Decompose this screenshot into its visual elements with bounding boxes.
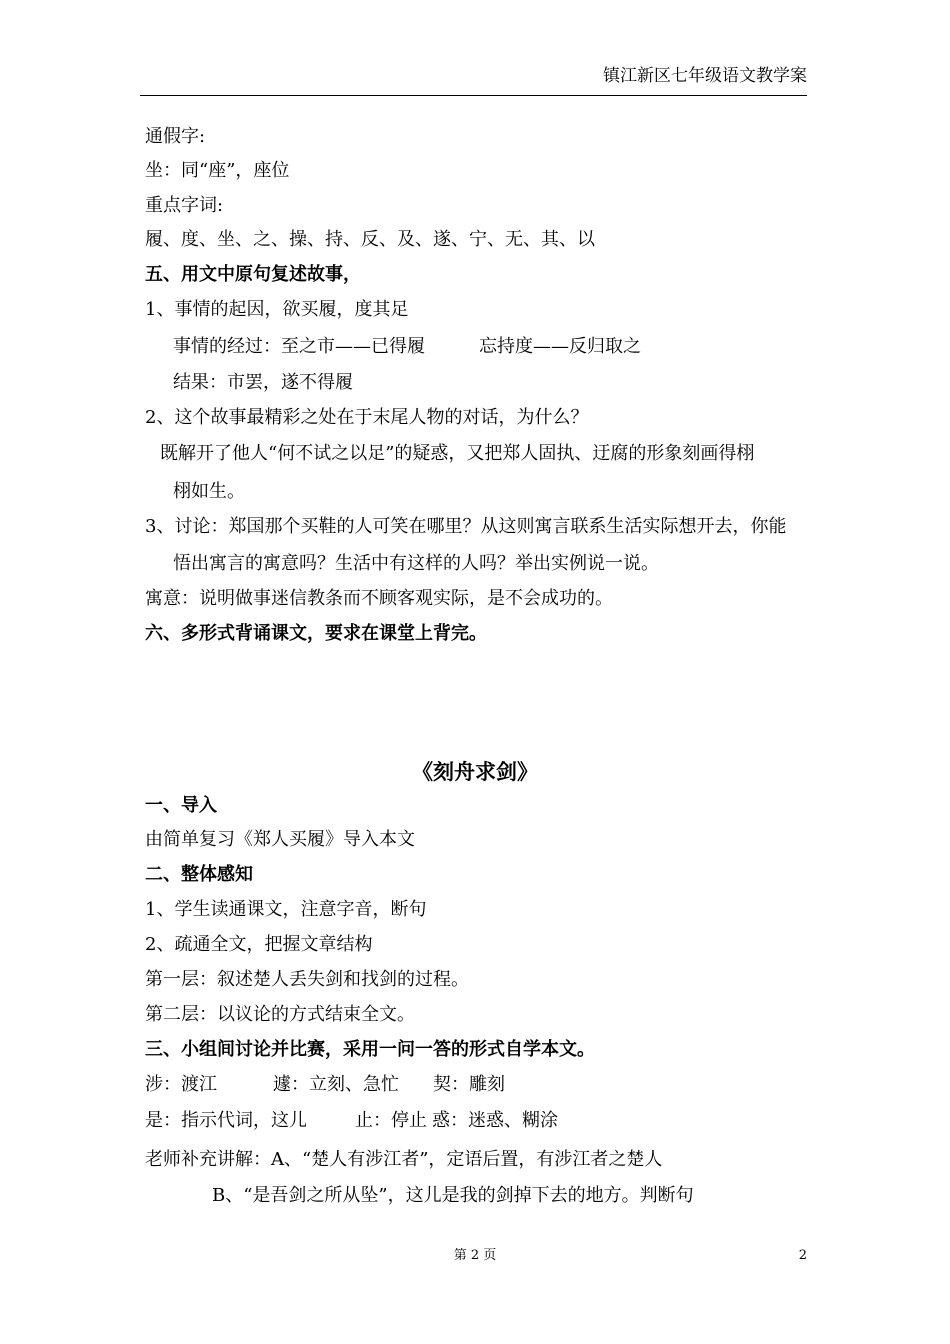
teacher-b: B、“是吾剑之所从坠”，这儿是我的剑掉下去的地方。判断句 — [212, 1185, 694, 1206]
layer-one: 第一层：叙述楚人丢失剑和找剑的过程。 — [145, 969, 469, 990]
jingguo-line — [173, 333, 807, 361]
header-rule — [140, 95, 807, 96]
item-three-line2: 悟出寓言的寓意吗？生活中有这样的人吗？举出实例说一说。 — [173, 553, 659, 574]
step-two: 2、疏通全文，把握文章结构 — [145, 934, 373, 955]
heading-two: 二、整体感知 — [145, 864, 253, 885]
word-she: 涉：渡江 — [145, 1074, 217, 1095]
jingguo-b: 忘持度——反归取之 — [479, 336, 641, 357]
lesson-title: 《刻舟求剑》 — [412, 759, 538, 784]
word-shi: 是：指示代词，这儿 — [145, 1110, 307, 1131]
page-label: 第 2 页 — [453, 1248, 497, 1263]
heading-six: 六、多形式背诵课文，要求在课堂上背完。 — [145, 623, 487, 644]
word-huo: 惑：迷惑、糊涂 — [432, 1110, 558, 1131]
yuyi: 寓意：说明做事迷信教条而不顾客观实际，是不会成功的。 — [145, 588, 613, 609]
tongjiazi-label: 通假字: — [145, 126, 206, 147]
jieguo: 结果：市罢，遂不得履 — [173, 372, 353, 393]
word-qi: 契：雕刻 — [433, 1074, 505, 1095]
heading-one: 一、导入 — [145, 795, 217, 816]
item-three-line1: 3、讨论：郑国那个买鞋的人可笑在哪里？从这则寓言联系生活实际想开去，你能 — [145, 516, 787, 537]
heading-five: 五、用文中原句复述故事， — [145, 264, 361, 285]
answer-two-line1: 既解开了他人“何不试之以足”的疑惑，又把郑人固执、迂腐的形象刻画得栩 — [160, 443, 755, 464]
tongjiazi-item: 坐：同“座”，座位 — [145, 160, 290, 181]
intro: 由简单复习《郑人买履》导入本文 — [145, 829, 415, 850]
word-ju: 遽：立刻、急忙 — [273, 1074, 399, 1095]
teacher-a: 老师补充讲解：A、“楚人有涉江者”，定语后置，有涉江者之楚人 — [145, 1149, 663, 1170]
page-number: 2 — [798, 1248, 807, 1263]
vocab-row-two — [145, 1107, 807, 1135]
jingguo-a: 事情的经过：至之市——已得履 — [173, 336, 425, 357]
step-one: 1、学生读通课文，注意字音，断句 — [145, 899, 427, 920]
layer-two: 第二层：以议论的方式结束全文。 — [145, 1004, 415, 1025]
heading-three: 三、小组间讨论并比赛，采用一问一答的形式自学本文。 — [145, 1039, 595, 1060]
answer-two-line2: 栩如生。 — [173, 481, 245, 502]
zhongdian-items: 履、度、坐、之、操、持、反、及、遂、宁、无、其、以 — [145, 229, 595, 250]
page-header: 镇江新区七年级语文教学案 — [603, 66, 807, 86]
item-one: 1、事情的起因，欲买履，度其足 — [145, 299, 409, 320]
zhongdian-label: 重点字词: — [145, 195, 224, 216]
word-zhi: 止：停止 — [355, 1110, 427, 1131]
item-two: 2、这个故事最精彩之处在于末尾人物的对话，为什么？ — [145, 407, 589, 428]
vocab-row-one — [145, 1071, 807, 1099]
